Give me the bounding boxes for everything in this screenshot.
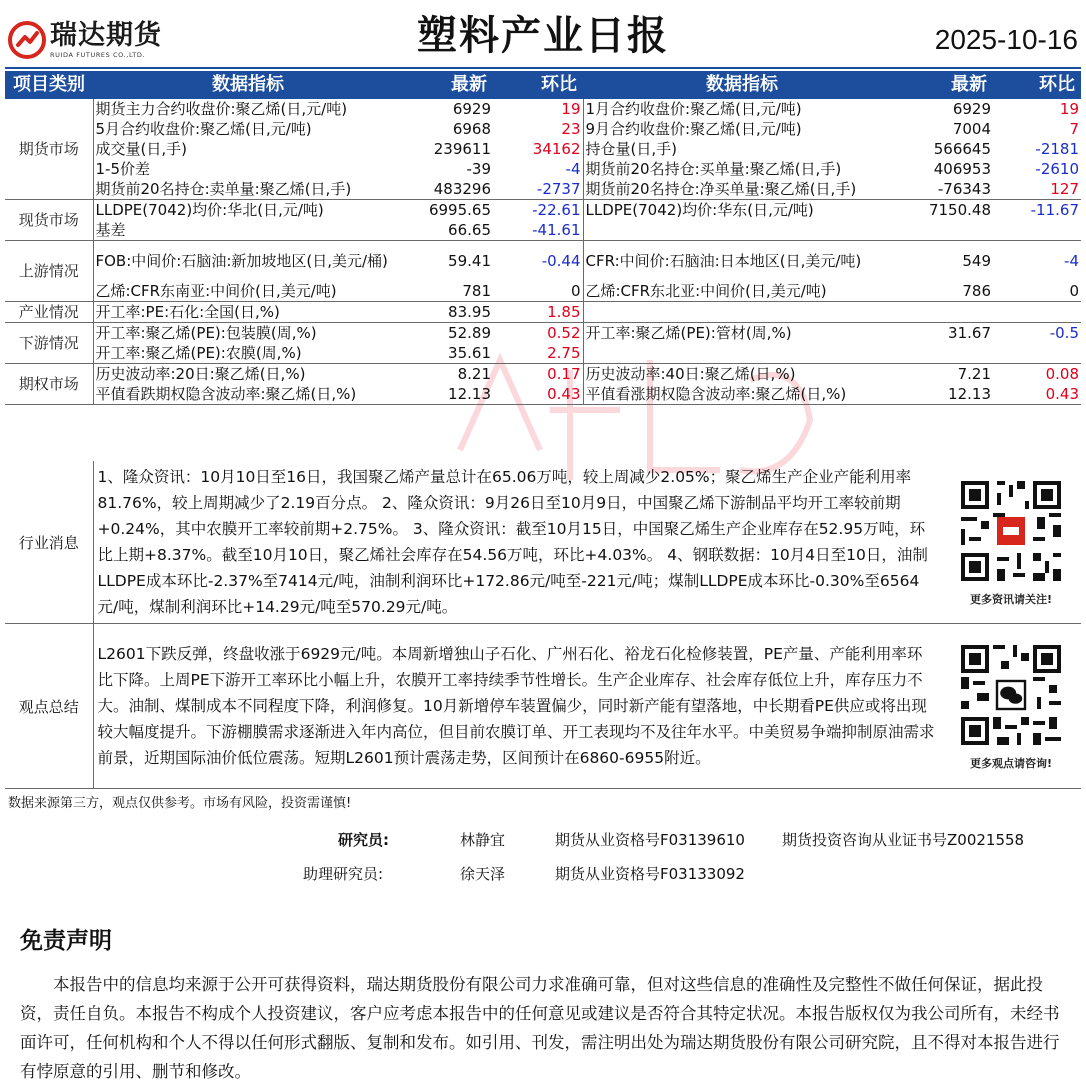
col-metric-right: 数据指标	[583, 71, 901, 99]
col-change-right: 环比	[993, 71, 1081, 99]
category-spot: 现货市场	[5, 200, 93, 241]
disclaimer-title: 免责声明	[20, 928, 112, 954]
table-row	[5, 119, 1081, 139]
qr-code-icon	[957, 477, 1065, 585]
metric-name: 乙烯:CFR东南亚:中间价(日,美元/吨)	[93, 281, 403, 302]
metric-name: 历史波动率:20日:聚乙烯(日,%)	[95, 365, 306, 383]
change-value: 127	[993, 179, 1081, 200]
latest-value: 31.67	[948, 324, 991, 342]
metric-name: 1月合约收盘价:聚乙烯(日,元/吨)	[585, 100, 802, 118]
researcher-cert: 期货从业资格号F03139610	[555, 831, 745, 849]
change-value: -0.44	[493, 241, 583, 282]
disclaimer-body: 本报告中的信息均来源于公开可获得资料，瑞达期货股份有限公司力求准确可靠，但对这些信息的准确性及完整性不做任何保证，据此投资，责任自负。本报告不构成个人投资建议，客户应考虑本报告中的任何意见或建议是否符合其特定状况。本报告版权仅为我公司所有，未经书面许可，任何机构和个人不得以任何形式翻版、复制和发布。如引用、刊发，需注明出处为瑞达期货股份有限公司研究院，且不得对本报告进行有悖原意的引用、删节和修改。	[20, 975, 1060, 1081]
category-industry: 产业情况	[5, 302, 93, 323]
assistant-researcher-cert: 期货从业资格号F03133092	[555, 865, 745, 883]
commentary-table	[5, 461, 1081, 789]
view-row	[5, 624, 1081, 789]
latest-value: 239611	[433, 140, 491, 158]
latest-value: 59.41	[448, 252, 491, 270]
latest-value: 6929	[452, 100, 491, 118]
table-row	[5, 323, 1081, 344]
metric-name: FOB:中间价:石脑油:新加坡地区(日,美元/桶)	[95, 252, 388, 270]
table-row	[5, 302, 1081, 323]
metric-name: CFR:中间价:石脑油:日本地区(日,美元/吨)	[585, 252, 862, 270]
latest-value: 83.95	[403, 302, 493, 323]
metric-name: 期货前20名持仓:净买单量:聚乙烯(日,手)	[583, 179, 901, 200]
metric-name: 历史波动率:40日:聚乙烯(日,%)	[585, 365, 796, 383]
latest-value: 6929	[952, 100, 991, 118]
change-value: 19	[493, 99, 583, 119]
change-value: 0.52	[493, 323, 583, 344]
table-row	[5, 99, 1081, 119]
latest-value: 483296	[403, 179, 493, 200]
metric-name: 开工率:聚乙烯(PE):管材(周,%)	[585, 324, 792, 342]
latest-value: 786	[901, 281, 993, 302]
change-value: 19	[1059, 100, 1079, 118]
col-latest-left: 最新	[403, 71, 493, 99]
category-options: 期权市场	[5, 364, 93, 405]
change-value: -22.61	[493, 200, 583, 221]
view-qr-caption: 更多观点请咨询!	[969, 757, 1053, 770]
metric-name: 9月合约收盘价:聚乙烯(日,元/吨)	[585, 120, 802, 138]
researcher-advisory-cert: 期货投资咨询从业证书号Z0021558	[782, 831, 1025, 849]
category-news: 行业消息	[5, 461, 93, 624]
latest-value: 66.65	[403, 220, 493, 241]
change-value: 23	[493, 119, 583, 139]
latest-value: -39	[466, 160, 491, 178]
table-row	[5, 200, 1081, 221]
metric-name: 平值看跌期权隐含波动率:聚乙烯(日,%)	[93, 384, 403, 405]
view-qr-block	[941, 624, 1081, 789]
change-value: 0	[493, 281, 583, 302]
researcher-name: 林静宜	[460, 831, 506, 849]
metric-name: 期货前20名持仓:买单量:聚乙烯(日,手)	[585, 160, 842, 178]
news-qr-caption: 更多资讯请关注!	[969, 593, 1053, 606]
table-row	[5, 179, 1081, 200]
table-row	[5, 364, 1081, 385]
table-header-row	[5, 71, 1081, 99]
metric-name: LLDPE(7042)均价:华北(日,元/吨)	[95, 201, 324, 219]
metric-name: 开工率:聚乙烯(PE):农膜(周,%)	[93, 343, 403, 364]
latest-value: 781	[403, 281, 493, 302]
latest-value: 35.61	[403, 343, 493, 364]
change-value: 2.75	[493, 343, 583, 364]
table-row	[5, 384, 1081, 405]
data-source-note: 数据来源第三方，观点仅供参考。市场有风险，投资需谨慎!	[8, 796, 352, 811]
change-value: 0.43	[493, 384, 583, 405]
assistant-researcher-label: 助理研究员:	[303, 865, 384, 883]
change-value: 7	[1069, 120, 1079, 138]
table-row	[5, 241, 1081, 282]
latest-value: 6968	[452, 120, 491, 138]
table-row	[5, 281, 1081, 302]
data-table	[5, 71, 1081, 405]
category-futures: 期货市场	[5, 99, 93, 200]
header-rule	[5, 67, 1081, 69]
change-value: -41.61	[493, 220, 583, 241]
change-value: 0.08	[1045, 365, 1079, 383]
latest-value: 7.21	[957, 365, 991, 383]
change-value: -2181	[1035, 140, 1079, 158]
change-value: -2737	[493, 179, 583, 200]
logo-english-name: RUIDA FUTURES CO.,LTD.	[50, 51, 146, 59]
col-latest-right: 最新	[901, 71, 993, 99]
change-value: -2610	[1035, 160, 1079, 178]
metric-name: 成交量(日,手)	[95, 140, 187, 158]
metric-name: 开工率:聚乙烯(PE):包装膜(周,%)	[95, 324, 317, 342]
metric-name: 乙烯:CFR东北亚:中间价(日,美元/吨)	[583, 281, 901, 302]
report-header	[0, 0, 1086, 66]
change-value: 0.17	[493, 364, 583, 385]
table-row	[5, 220, 1081, 241]
news-qr-block	[941, 461, 1081, 624]
col-change-left: 环比	[493, 71, 583, 99]
metric-name: 期货主力合约收盘价:聚乙烯(日,元/吨)	[95, 100, 348, 118]
report-date: 2025-10-16	[934, 24, 1078, 55]
category-upstream: 上游情况	[5, 241, 93, 302]
wechat-qr-code-icon	[957, 641, 1065, 749]
latest-value: -76343	[901, 179, 993, 200]
latest-value: 7004	[952, 120, 991, 138]
metric-name: 持仓量(日,手)	[585, 140, 677, 158]
latest-value: 406953	[933, 160, 991, 178]
change-value: -4	[493, 159, 583, 179]
table-row	[5, 343, 1081, 364]
change-value: -11.67	[1030, 201, 1079, 219]
change-value: 0	[993, 281, 1081, 302]
metric-name: 5月合约收盘价:聚乙烯(日,元/吨)	[95, 120, 312, 138]
latest-value: 8.21	[457, 365, 491, 383]
change-value: 1.85	[493, 302, 583, 323]
page-title: 塑料产业日报	[417, 13, 669, 59]
latest-value: 12.13	[403, 384, 493, 405]
view-text: L2601下跌反弹，终盘收涨于6929元/吨。本周新增独山子石化、广州石化、裕龙石化检修装置，PE产量、产能利用率环比下降。上周PE下游开工率环比小幅上升，农膜开工率持续季节性增长。生产企业库存、社会库存低位上升，库存压力不大。油制、煤制成本不同程度下降，利润修复。10月新增停车装置偏少，同时新产能有望落地，中长期看PE供应或将出现较大幅度提升。下游棚膜需求逐渐进入年内高位，但目前农膜订单、开工表现均不及往年水平。中美贸易争端抑制原油需求前景，近期国际油价低位震荡。短期L2601预计震荡走势，区间预计在6860-6955附近。	[93, 624, 941, 789]
metric-name: 期货前20名持仓:卖单量:聚乙烯(日,手)	[93, 179, 403, 200]
metric-name: 基差	[93, 220, 403, 241]
metric-name: 1-5价差	[95, 160, 150, 178]
metric-name: 开工率:PE:石化:全国(日,%)	[93, 302, 403, 323]
latest-value: 549	[962, 252, 991, 270]
change-value: -0.5	[1049, 324, 1079, 342]
researcher-label: 研究员:	[338, 831, 389, 849]
table-row	[5, 139, 1081, 159]
category-downstream: 下游情况	[5, 323, 93, 364]
change-value: 0.43	[993, 384, 1081, 405]
table-row	[5, 159, 1081, 179]
latest-value: 7150.48	[928, 201, 991, 219]
change-value: -4	[1064, 252, 1079, 270]
latest-value: 566645	[933, 140, 991, 158]
logo-chinese-name: 瑞达期货	[50, 20, 162, 51]
latest-value: 6995.65	[428, 201, 491, 219]
category-view: 观点总结	[5, 624, 93, 789]
metric-name: LLDPE(7042)均价:华东(日,元/吨)	[585, 201, 814, 219]
col-category: 项目类别	[5, 71, 93, 99]
latest-value: 12.13	[901, 384, 993, 405]
metric-name: 平值看涨期权隐含波动率:聚乙烯(日,%)	[583, 384, 901, 405]
latest-value: 52.89	[448, 324, 491, 342]
assistant-researcher-name: 徐天泽	[460, 865, 506, 883]
news-row	[5, 461, 1081, 624]
change-value: 34162	[493, 139, 583, 159]
news-text: 1、隆众资讯：10月10日至16日，我国聚乙烯产量总计在65.06万吨，较上周减少2.05%；聚乙烯生产企业产能利用率81.76%，较上周期减少了2.19百分点。 2、隆众资讯：9月26日至10月9日，中国聚乙烯下游制品平均开工率较前期+0.24%，其中农膜开工率较前期+2.75%。 3、隆众资讯：截至10月15日，中国聚乙烯生产企业库存在52.95万吨，环比上期+8.37%。截至10月10日，聚乙烯社会库存在54.56万吨，环比+4.03%。 4、钢联数据：10月4日至10日，油制LLDPE成本环比-2.37%至7414元/吨，油制利润环比+172.86元/吨至-221元/吨；煤制LLDPE成本环比-0.30%至6564元/吨，煤制利润环比+14.29元/吨至570.29元/吨。	[93, 461, 941, 624]
col-metric-left: 数据指标	[93, 71, 403, 99]
